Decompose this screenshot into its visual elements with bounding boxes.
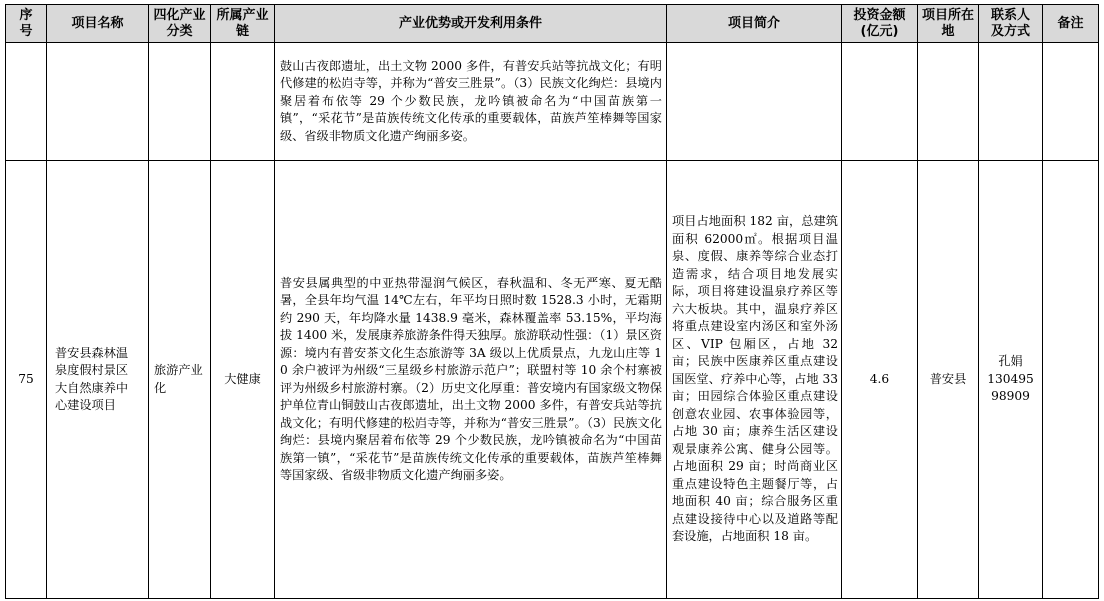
continued-investment <box>842 43 918 161</box>
project-table <box>5 4 1099 599</box>
row-category-cell <box>149 161 211 599</box>
header-contact: 联系人及方式 <box>979 5 1043 43</box>
row-intro-cell <box>667 161 842 599</box>
continued-name <box>47 43 149 161</box>
header-advantages: 产业优势或开发利用条件 <box>275 5 667 43</box>
header-intro: 项目简介 <box>667 5 842 43</box>
row-advantages-cell <box>275 161 667 599</box>
row-contact-cell <box>979 161 1043 599</box>
continued-advantages-text: 鼓山古夜郎遗址，出土文物 2000 多件，有普安兵站等抗战文化；有明代修建的松岿寺等，并称为“普安三胜景”。（3）民族文化绚烂：县境内聚居着布依等 29 个少数民族，龙吟镇被命名为“中国苗族第一镇”，“采花节”是苗族传统文化传承的重要载体，苗族芦笙棒舞等国家级、省级非物质文化遗产绚丽多姿。 <box>280 58 662 143</box>
row-name-cell <box>47 161 149 599</box>
row-contact-phone-2: 98909 <box>991 389 1030 404</box>
continued-seq <box>6 43 47 161</box>
header-note: 备注 <box>1043 5 1099 43</box>
row-chain: 大健康 <box>211 161 275 599</box>
continued-advantages-cell <box>275 43 667 161</box>
continued-chain <box>211 43 275 161</box>
header-row <box>6 5 1099 43</box>
continued-category <box>149 43 211 161</box>
row-category: 旅游产业化 <box>154 363 203 395</box>
row-seq: 75 <box>6 161 47 599</box>
row-location: 普安县 <box>918 161 979 599</box>
continued-note <box>1043 43 1099 161</box>
continued-row <box>6 43 1099 161</box>
header-seq: 序号 <box>6 5 47 43</box>
row-intro: 项目占地面积 182 亩，总建筑面积 62000㎡。根据项目温泉、度假、康养等综合业态打造需求，结合项目地发展实际，项目将建设温泉疗养区等六大板块。其中，温泉疗养区将重点建设室内汤区和室外汤区、VIP 包厢区，占地 32 亩；民族中医康养区重点建设国医堂、疗养中心等，占地 33 亩；田园综合体验区重点建设创意农业园、农事体验园等，占地 30 亩；康养生活区建设观景康养公寓、健身公园等。占地面积 29 亩；时尚商业区重点建设特色主题餐厅等，占地面积 40 亩；综合服务区重点建设接待中心以及道路等配套设施，占地面积 18 亩。 <box>672 214 838 544</box>
row-note <box>1043 161 1099 599</box>
header-name: 项目名称 <box>47 5 149 43</box>
row-advantages: 普安县属典型的中亚热带湿润气候区，春秋温和、冬无严寒、夏无酷暑，全县年均气温 14℃左右，年平均日照时数 1528.3 小时，无霜期约 290 天，年均降水量 1438.9 毫米，森林覆盖率 53.15%，平均海拔 1400 米，发展康养旅游条件得天独厚。旅游联动性强：（1）景区资源：境内有普安茶文化生态旅游等 3A 级以上优质景点，九龙山庄等 10 余户被评为州级“三星级乡村旅游示范户”；联盟村等 10 余个村寨被评为州级乡村旅游村寨。（2）历史文化厚重：普安境内有国家级文物保护单位青山铜鼓山古夜郎遗址，出土文物 2000 多件，有普安兵站等抗战文化；有明代修建的松岿寺等，并称为“普安三胜景”。（3）民族文化绚烂：县境内聚居着布依等 29 个少数民族，龙吟镇被命名为“中国苗族第一镇”，“采花节”是苗族传统文化传承的重要载体，苗族芦笙棒舞等国家级、省级非物质文化遗产绚丽多姿。 <box>280 275 662 482</box>
header-chain: 所属产业链 <box>211 5 275 43</box>
header-category: 四化产业分类 <box>149 5 211 43</box>
continued-contact <box>979 43 1043 161</box>
row-name: 普安县森林温泉度假村景区大自然康养中心建设项目 <box>55 345 129 412</box>
continued-intro <box>667 43 842 161</box>
continued-location <box>918 43 979 161</box>
row-investment: 4.6 <box>842 161 918 599</box>
project-row <box>6 161 1099 599</box>
row-contact-phone-1: 130495 <box>987 371 1034 386</box>
header-investment: 投资金额(亿元) <box>842 5 918 43</box>
header-location: 项目所在地 <box>918 5 979 43</box>
row-contact-name: 孔娟 <box>998 354 1023 369</box>
